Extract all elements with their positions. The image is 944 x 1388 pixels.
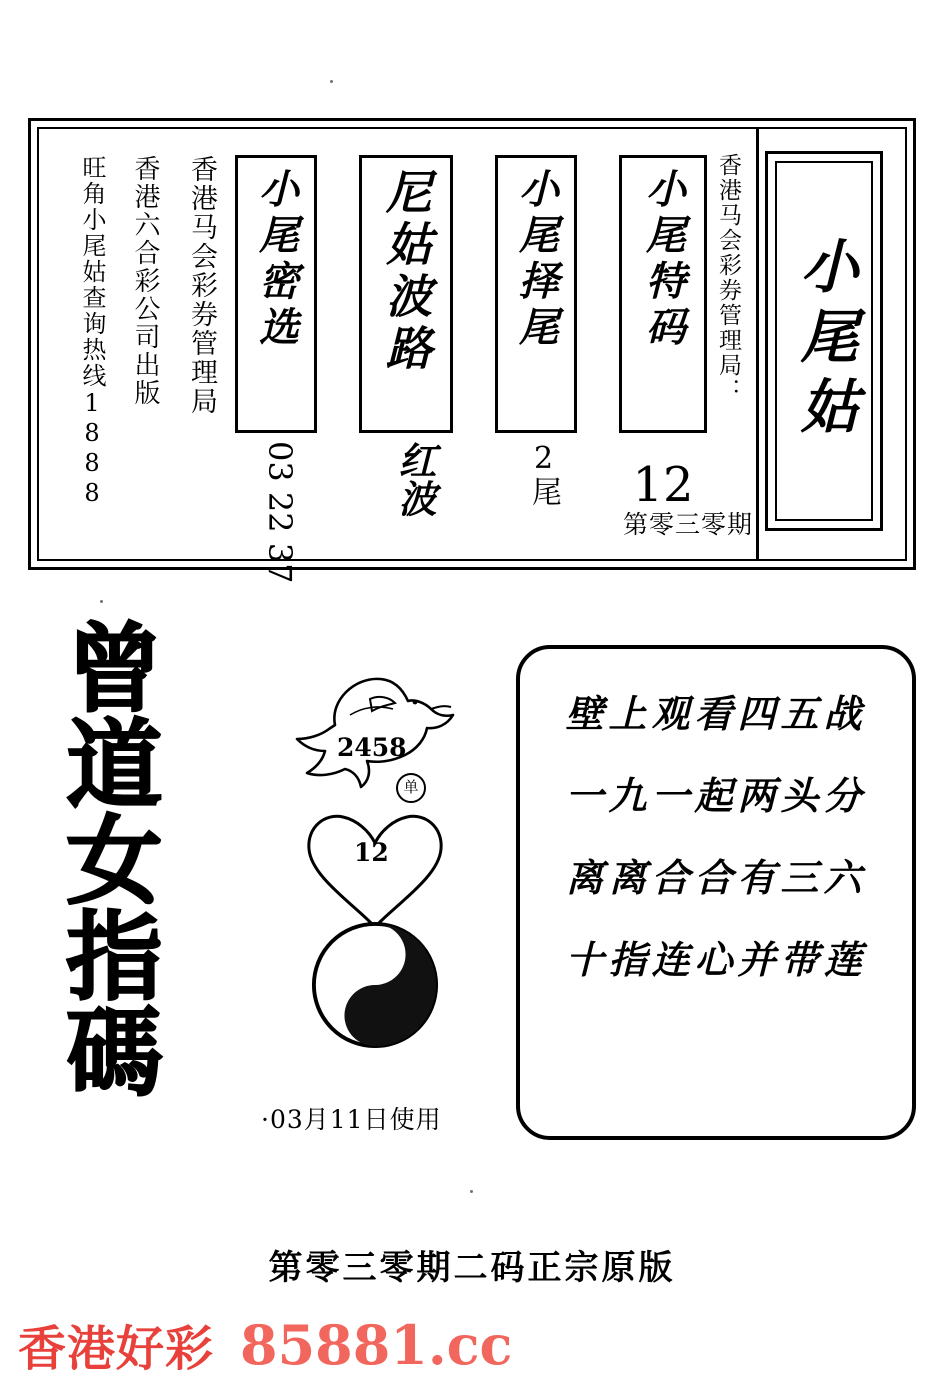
- wave-road-label: 尼姑波路: [379, 168, 433, 376]
- tail-pick-label: 小尾择尾: [512, 168, 560, 352]
- org-label: 香港马会彩券管理局：: [715, 153, 741, 403]
- poem-box: [516, 645, 916, 1140]
- yinyang-number: 22: [358, 942, 393, 971]
- tail-pick-box: [495, 155, 577, 433]
- column-special-code: [619, 155, 707, 513]
- wave-road-box: [359, 155, 453, 433]
- secret-pick-box: [235, 155, 317, 433]
- lottery-card: [28, 118, 916, 584]
- special-code-box: [619, 155, 707, 433]
- authority-column: 香港马会彩券管理局: [186, 155, 217, 416]
- watermark-number: 85881.cc: [240, 1312, 513, 1377]
- wave-road-value: 红波: [392, 441, 437, 517]
- column-secret-pick: [235, 155, 317, 584]
- yinyang-icon: [310, 920, 440, 1050]
- use-date: ·03月11日使用: [261, 1105, 442, 1134]
- column-tail-pick: [495, 155, 577, 506]
- watermark: [18, 1310, 512, 1379]
- dove-number: 2458: [337, 733, 407, 762]
- special-code-label: 小尾特码: [639, 168, 687, 352]
- brand-title: 小尾姑: [790, 236, 859, 446]
- issue-label: 第零三零期: [622, 510, 753, 539]
- brand-box-inner: [775, 161, 873, 521]
- brand-box: [765, 151, 883, 531]
- secret-pick-value: 03 22 37: [261, 441, 299, 584]
- hotline-column: 旺角小尾姑查询热线1888: [78, 155, 106, 509]
- dove-tag: 单: [396, 773, 426, 803]
- poem-line-2: 一九一起两头分: [565, 773, 867, 818]
- special-code-value: 12: [632, 457, 694, 513]
- speck: [100, 600, 103, 603]
- watermark-text: 香港好彩: [18, 1321, 215, 1377]
- page-title: 曾道女指碼: [50, 618, 164, 1098]
- symbol-group: [255, 645, 490, 1145]
- lottery-card-inner-border: [37, 127, 907, 584]
- tail-pick-value: 2尾: [526, 441, 561, 506]
- heart-icon: [295, 805, 455, 935]
- card-divider: [756, 129, 759, 559]
- publisher-column: 香港六合彩公司出版: [130, 155, 160, 407]
- poem-line-4: 十指连心并带莲: [565, 937, 867, 982]
- column-wave-road: [359, 155, 453, 517]
- poem-line-1: 壁上观看四五战: [565, 691, 867, 736]
- poem-line-3: 离离合合有三六: [565, 855, 867, 900]
- footer-title: 第零三零期二码正宗原版: [268, 1248, 676, 1288]
- secret-pick-label: 小尾密选: [252, 168, 300, 352]
- speck: [470, 1190, 473, 1193]
- speck: [330, 80, 333, 83]
- heart-number: 12: [354, 838, 389, 867]
